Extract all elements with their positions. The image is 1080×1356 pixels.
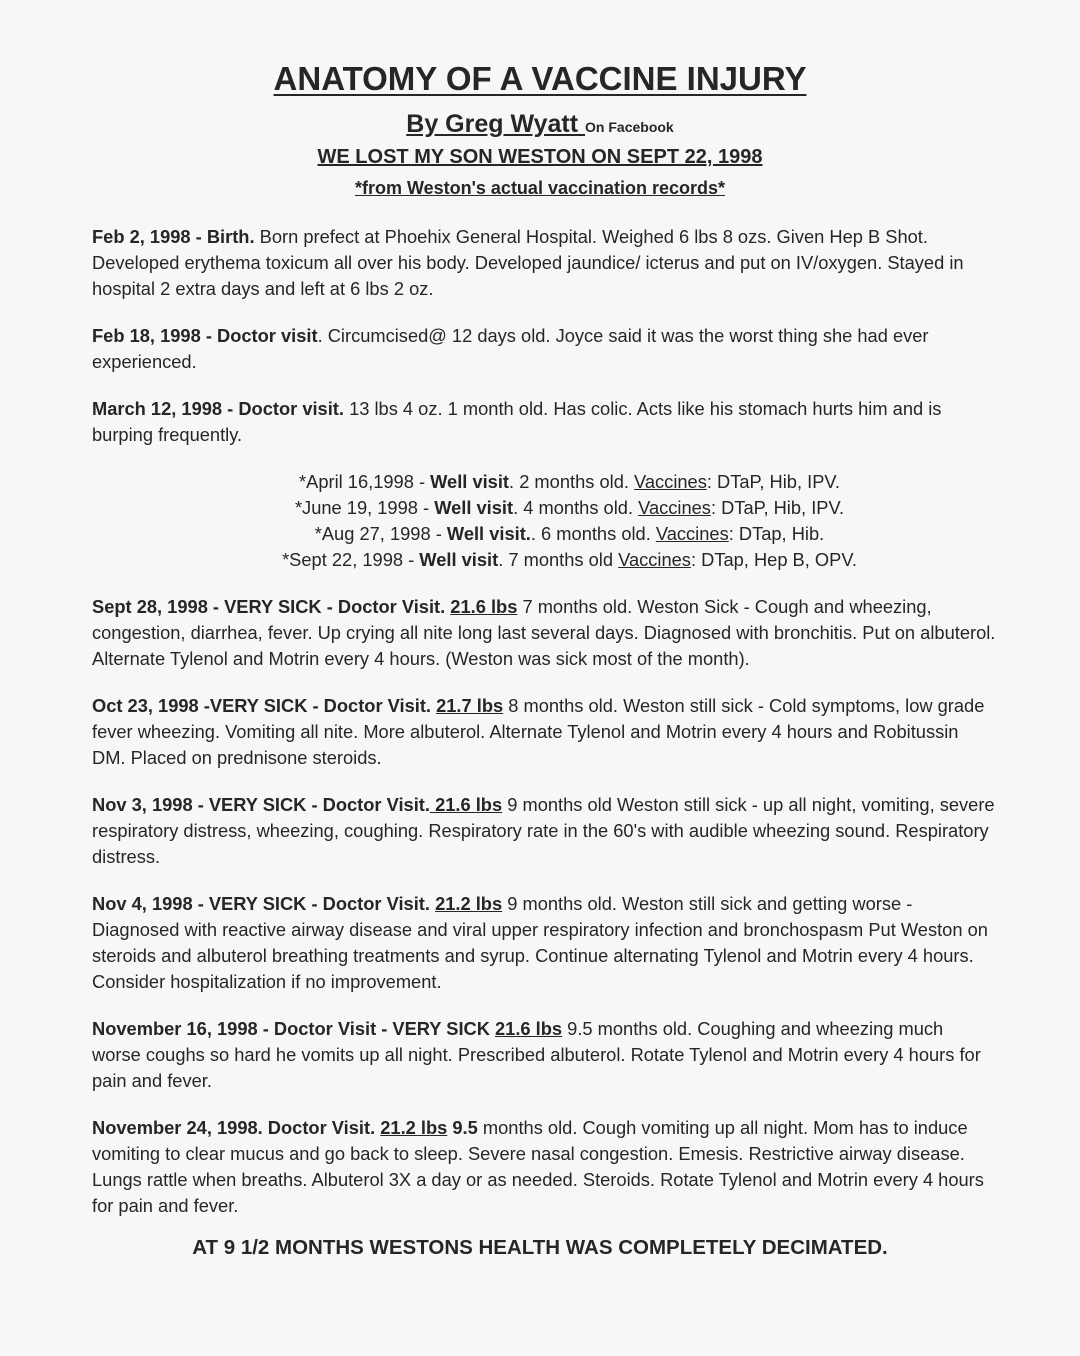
closing-statement: AT 9 1/2 MONTHS WESTONS HEALTH WAS COMPLETELY DECIMATED.: [192, 1236, 888, 1259]
weight-value: 21.2 lbs: [380, 1117, 448, 1138]
entry-text: 7 months old. Weston Sick - Cough and wheezing, congestion, diarrhea, fever. Up crying all nite long last several days. Diagnosed with bronchitis. Put on albuterol. Alternate Tylenol and Motrin every 4 hours. (Weston was sick most of the month).: [92, 596, 996, 669]
entry-text: months old. Cough vomiting up all night. Mom has to induce vomiting to clear mucus and go back to sleep. Severe nasal congestion. Emesis. Restrictive airway disease. Lungs rattle when breaths. Albuterol 3X a day or as needed. Steroids. Rotate Tylenol and Motrin every 4 hours for pain and fever.: [92, 1117, 984, 1216]
entry-text: 9 months old Weston still sick - up all night, vomiting, severe respiratory distress, wheezing, coughing. Respiratory rate in the 60's with audible wheezing sound. Respiratory distress.: [92, 794, 995, 867]
entries-after: [92, 594, 997, 1219]
entry-text: *Aug 27, 1998 -: [314, 523, 447, 544]
author: By Greg Wyatt: [406, 110, 586, 138]
timeline-entry: [92, 323, 997, 375]
byline: [0, 110, 1080, 139]
timeline-entry: [92, 224, 997, 302]
entry-text: : DTap, Hep B, OPV.: [690, 549, 857, 570]
underlined-label: Vaccines: [634, 471, 707, 492]
entry-heading: Feb 18, 1998 - Doctor visit: [92, 325, 318, 346]
entry-heading: Well visit: [434, 497, 514, 518]
vaccination-entry: [142, 469, 997, 495]
entry-heading: 9.5: [447, 1117, 478, 1138]
timeline-entry: [92, 594, 997, 672]
entry-heading: March 12, 1998 - Doctor visit.: [92, 398, 344, 419]
entry-text: 9.5 months old. Coughing and wheezing much worse coughs so hard he vomits up all night. Prescribed albuterol. Rotate Tylenol and Motrin every 4 hours for pain and fever.: [92, 1018, 981, 1091]
document-title: ANATOMY OF A VACCINE INJURY: [273, 60, 807, 97]
entry-heading: Nov 4, 1998 - VERY SICK - Doctor Visit.: [92, 893, 436, 914]
document-body: [92, 224, 997, 1240]
weight-value: 21.2 lbs: [435, 893, 503, 914]
entry-text: : DTap, Hib.: [728, 523, 825, 544]
entry-text: Born prefect at Phoehix General Hospital. Weighed 6 lbs 8 ozs. Given Hep B Shot. Developed erythema toxicum all over his body. Developed jaundice/ icterus and put on IV/oxygen. Stayed in hospital 2 extra days and left at 6 lbs 2 oz.: [92, 226, 964, 299]
byline-suffix: On Facebook: [585, 119, 674, 135]
weight-value: 21.7 lbs: [436, 695, 504, 716]
entry-text: 8 months old. Weston still sick - Cold symptoms, low grade fever wheezing. Vomiting all nite. More albuterol. Alternate Tylenol and Motrin every 4 hours and Robitussin DM. Placed on prednisone steroids.: [92, 695, 985, 768]
timeline-entry: [92, 1115, 997, 1219]
subtitle: WE LOST MY SON WESTON ON SEPT 22, 1998: [317, 146, 763, 168]
entry-heading: Sept 28, 1998 - VERY SICK - Doctor Visit.: [92, 596, 451, 617]
timeline-entry: [92, 1016, 997, 1094]
entry-heading: Nov 3, 1998 - VERY SICK - Doctor Visit.: [92, 794, 430, 815]
entry-heading: Well visit.: [446, 523, 531, 544]
entry-text: . 7 months old: [498, 549, 619, 570]
entry-text: : DTaP, Hib, IPV.: [710, 497, 845, 518]
vaccination-entry: [142, 495, 997, 521]
timeline-entry: [92, 792, 997, 870]
entries-before: [92, 224, 997, 448]
entry-text: *April 16,1998 -: [299, 471, 431, 492]
entry-text: *June 19, 1998 -: [294, 497, 435, 518]
source-note: *from Weston's actual vaccination records*: [354, 178, 726, 198]
vaccination-entry: [142, 521, 997, 547]
entry-text: : DTaP, Hib, IPV.: [706, 471, 840, 492]
entry-text: 9 months old. Weston still sick and getting worse - Diagnosed with reactive airway disease and viral upper respiratory infection and bronchospasm Put Weston on steroids and albuterol breathing treatments and syrup. Continue alternating Tylenol and Motrin every 4 hours. Consider hospitalization if no improvement.: [92, 893, 988, 992]
entry-heading: Oct 23, 1998 -VERY SICK - Doctor Visit.: [92, 695, 437, 716]
underlined-label: Vaccines: [618, 549, 691, 570]
entry-text: . 4 months old.: [513, 497, 639, 518]
entry-heading: November 24, 1998. Doctor Visit.: [92, 1117, 381, 1138]
timeline-entry: [92, 396, 997, 448]
entry-heading: Feb 2, 1998 - Birth.: [92, 226, 255, 247]
underlined-label: Vaccines: [638, 497, 711, 518]
entry-heading: November 16, 1998 - Doctor Visit - VERY SICK: [92, 1018, 496, 1039]
entry-text: *Sept 22, 1998 -: [282, 549, 420, 570]
entry-text: . Circumcised@ 12 days old. Joyce said it was the worst thing she had ever experienced.: [92, 325, 929, 372]
weight-value: 21.6 lbs: [495, 1018, 563, 1039]
vaccination-list: [92, 469, 997, 573]
vaccination-entry: [142, 547, 997, 573]
entry-heading: Well visit: [430, 471, 510, 492]
underlined-label: Vaccines: [655, 523, 729, 544]
entry-text: 13 lbs 4 oz. 1 month old. Has colic. Acts like his stomach hurts him and is burping frequently.: [92, 398, 942, 445]
timeline-entry: [92, 891, 997, 995]
timeline-entry: [92, 693, 997, 771]
weight-value: 21.6 lbs: [429, 794, 503, 815]
entry-text: . 2 months old.: [509, 471, 635, 492]
weight-value: 21.6 lbs: [450, 596, 518, 617]
entry-heading: Well visit: [419, 549, 499, 570]
entry-text: . 6 months old.: [530, 523, 656, 544]
